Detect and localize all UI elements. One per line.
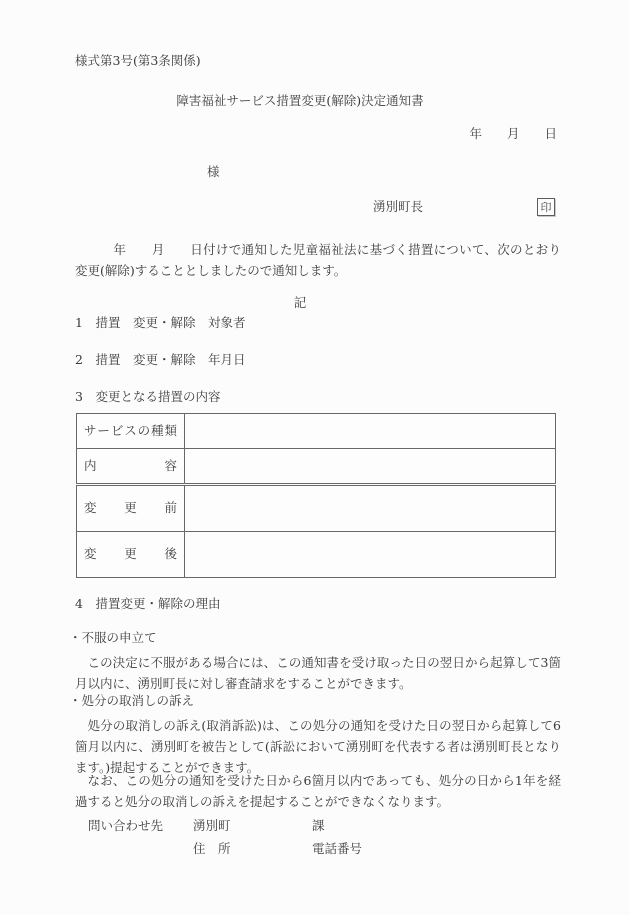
issuer-title: 湧別町長 — [373, 199, 424, 214]
contact-address-label: 住 所 — [193, 841, 231, 856]
list-item-3: 3 変更となる措置の内容 — [75, 389, 221, 404]
intro-paragraph: 年 月 日付けで通知した児童福祉法に基づく措置について、次のとおり変更(解除)することとしましたので通知します。 — [75, 242, 561, 278]
table-row-content — [77, 449, 556, 485]
seal-stamp — [537, 198, 555, 216]
row-label-after-change: 変更後 — [77, 532, 185, 578]
measure-detail-table — [76, 413, 556, 578]
appeal-bullet2-title: ・処分の取消しの訴え — [69, 693, 195, 708]
contact-phone-label: 電話番号 — [312, 841, 363, 856]
table-row-before-change — [77, 485, 556, 532]
section4-heading: 4 措置変更・解除の理由 — [75, 596, 221, 611]
list-item-2: 2 措置 変更・解除 年月日 — [75, 352, 246, 367]
row-label-content: 内容 — [77, 449, 185, 485]
list-item-1: 1 措置 変更・解除 対象者 — [75, 315, 246, 330]
form-number: 様式第3号(第3条関係) — [75, 53, 201, 68]
addressee-suffix: 様 — [207, 164, 220, 179]
table-row-after-change — [77, 532, 556, 578]
page-title: 障害福祉サービス措置変更(解除)決定通知書 — [176, 93, 424, 108]
row-value-after-change — [185, 532, 556, 578]
row-label-before-change: 変更前 — [77, 485, 185, 532]
appeal-bullet1-title: ・不服の申立て — [69, 630, 157, 645]
row-value-service-type — [185, 414, 556, 449]
appeal-bullet2-body: 処分の取消しの訴え(取消訴訟)は、この処分の通知を受けた日の翌日から起算して6箇月以内に、湧別町を被告として(訴訟において湧別町を代表する者は湧別町長となります。)提起することができます。 — [75, 718, 561, 775]
table-row-service-type — [77, 414, 556, 449]
contact-municipality: 湧別町 — [193, 818, 231, 833]
row-value-before-change — [185, 485, 556, 532]
contact-department-suffix: 課 — [312, 818, 325, 833]
contact-label: 問い合わせ先 — [88, 818, 164, 833]
row-label-service-type: サービスの種類 — [77, 414, 185, 449]
ki-marker: 記 — [293, 295, 307, 310]
date-line: 年 月 日 — [469, 126, 557, 141]
appeal-bullet1-body: この決定に不服がある場合には、この通知書を受け取った日の翌日から起算して3箇月以内に、湧別町長に対し審査請求をすることができます。 — [75, 655, 561, 691]
seal-character: 印 — [540, 200, 552, 214]
row-value-content — [185, 449, 556, 485]
appeal-bullet2-note: なお、この処分の通知を受けた日から6箇月以内であっても、処分の日から1年を経過すると処分の取消しの訴えを提起することができなくなります。 — [75, 773, 561, 809]
